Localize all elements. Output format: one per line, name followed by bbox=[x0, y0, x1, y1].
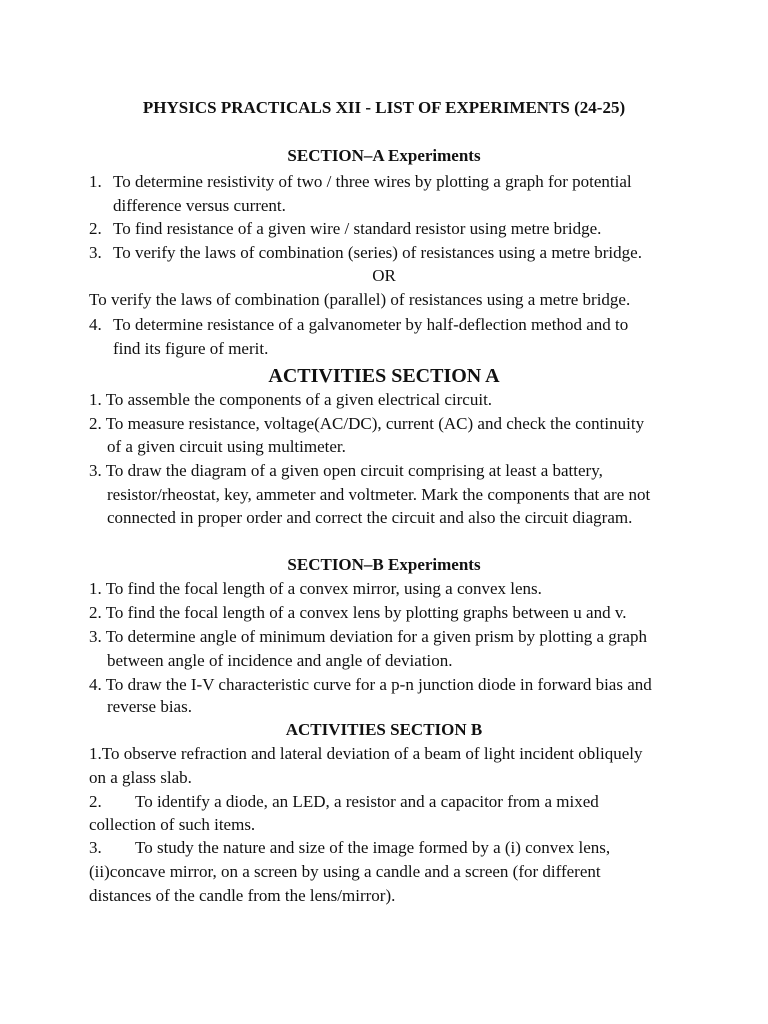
activities-b-item-3-number: 3. bbox=[89, 838, 102, 857]
activities-b-heading: ACTIVITIES SECTION B bbox=[285, 720, 483, 739]
section-b-item-3-line-1: 3. To determine angle of minimum deviation for a given prism by plotting a graph bbox=[89, 627, 647, 646]
activities-b-item-2-line-1: To identify a diode, an LED, a resistor and a capacitor from a mixed bbox=[135, 792, 599, 811]
activities-a-item-3-line-1: 3. To draw the diagram of a given open circuit comprising at least a battery, bbox=[89, 461, 603, 480]
section-a-item-3-number: 3. bbox=[89, 243, 102, 262]
section-a-item-1-line-2: difference versus current. bbox=[113, 196, 286, 215]
section-b-item-4-line-2: reverse bias. bbox=[107, 697, 192, 716]
activities-a-item-1-line-1: 1. To assemble the components of a given electrical circuit. bbox=[89, 390, 493, 409]
section-a-item-4-line-1: To determine resistance of a galvanometer by half-deflection method and to bbox=[113, 315, 629, 334]
section-b-heading: SECTION–B Experiments bbox=[287, 555, 481, 574]
section-b-item-3-line-2: between angle of incidence and angle of deviation. bbox=[107, 651, 453, 670]
section-a-item-4-number: 4. bbox=[89, 315, 102, 334]
or-label: OR bbox=[372, 266, 396, 285]
section-b-item-2-line-1: 2. To find the focal length of a convex lens by plotting graphs between u and v. bbox=[89, 603, 627, 622]
section-a-item-1-line-1: To determine resistivity of two / three wires by plotting a graph for potential bbox=[113, 172, 632, 191]
document-title: PHYSICS PRACTICALS XII - LIST OF EXPERIMENTS (24-25) bbox=[142, 98, 626, 117]
activities-b-item-3-line-3: distances of the candle from the lens/mirror). bbox=[89, 886, 396, 905]
activities-a-item-3-line-2: resistor/rheostat, key, ammeter and voltmeter. Mark the components that are not bbox=[107, 485, 651, 504]
activities-b-item-2-number: 2. bbox=[89, 792, 102, 811]
section-a-heading: SECTION–A Experiments bbox=[287, 146, 481, 165]
activities-b-item-1-line-2: on a glass slab. bbox=[89, 768, 192, 787]
section-b-item-1-line-1: 1. To find the focal length of a convex mirror, using a convex lens. bbox=[89, 579, 542, 598]
activities-b-item-3-line-1: To study the nature and size of the image formed by a (i) convex lens, bbox=[135, 838, 611, 857]
activities-b-item-1-line-1: 1.To observe refraction and lateral deviation of a beam of light incident obliquely bbox=[89, 744, 643, 763]
section-a-item-4-line-2: find its figure of merit. bbox=[113, 339, 269, 358]
activities-b-item-3-line-2: (ii)concave mirror, on a screen by using a candle and a screen (for different bbox=[89, 862, 601, 881]
section-b-item-4-line-1: 4. To draw the I-V characteristic curve for a p-n junction diode in forward bias and bbox=[89, 675, 652, 694]
activities-a-item-3-line-3: connected in proper order and correct the circuit and also the circuit diagram. bbox=[107, 508, 633, 527]
activities-b-item-2-line-2: collection of such items. bbox=[89, 815, 256, 834]
activities-a-item-2-line-1: 2. To measure resistance, voltage(AC/DC), current (AC) and check the continuity bbox=[89, 414, 645, 433]
activities-a-item-2-line-2: of a given circuit using multimeter. bbox=[107, 437, 346, 456]
section-a-or-text: To verify the laws of combination (parallel) of resistances using a metre bridge. bbox=[89, 290, 631, 309]
activities-a-heading: ACTIVITIES SECTION A bbox=[268, 365, 500, 387]
section-a-item-3-line-1: To verify the laws of combination (series) of resistances using a metre bridge. bbox=[113, 243, 642, 262]
section-a-item-2-number: 2. bbox=[89, 219, 102, 238]
section-a-item-1-number: 1. bbox=[89, 172, 102, 191]
section-a-item-2-line-1: To find resistance of a given wire / standard resistor using metre bridge. bbox=[113, 219, 602, 238]
